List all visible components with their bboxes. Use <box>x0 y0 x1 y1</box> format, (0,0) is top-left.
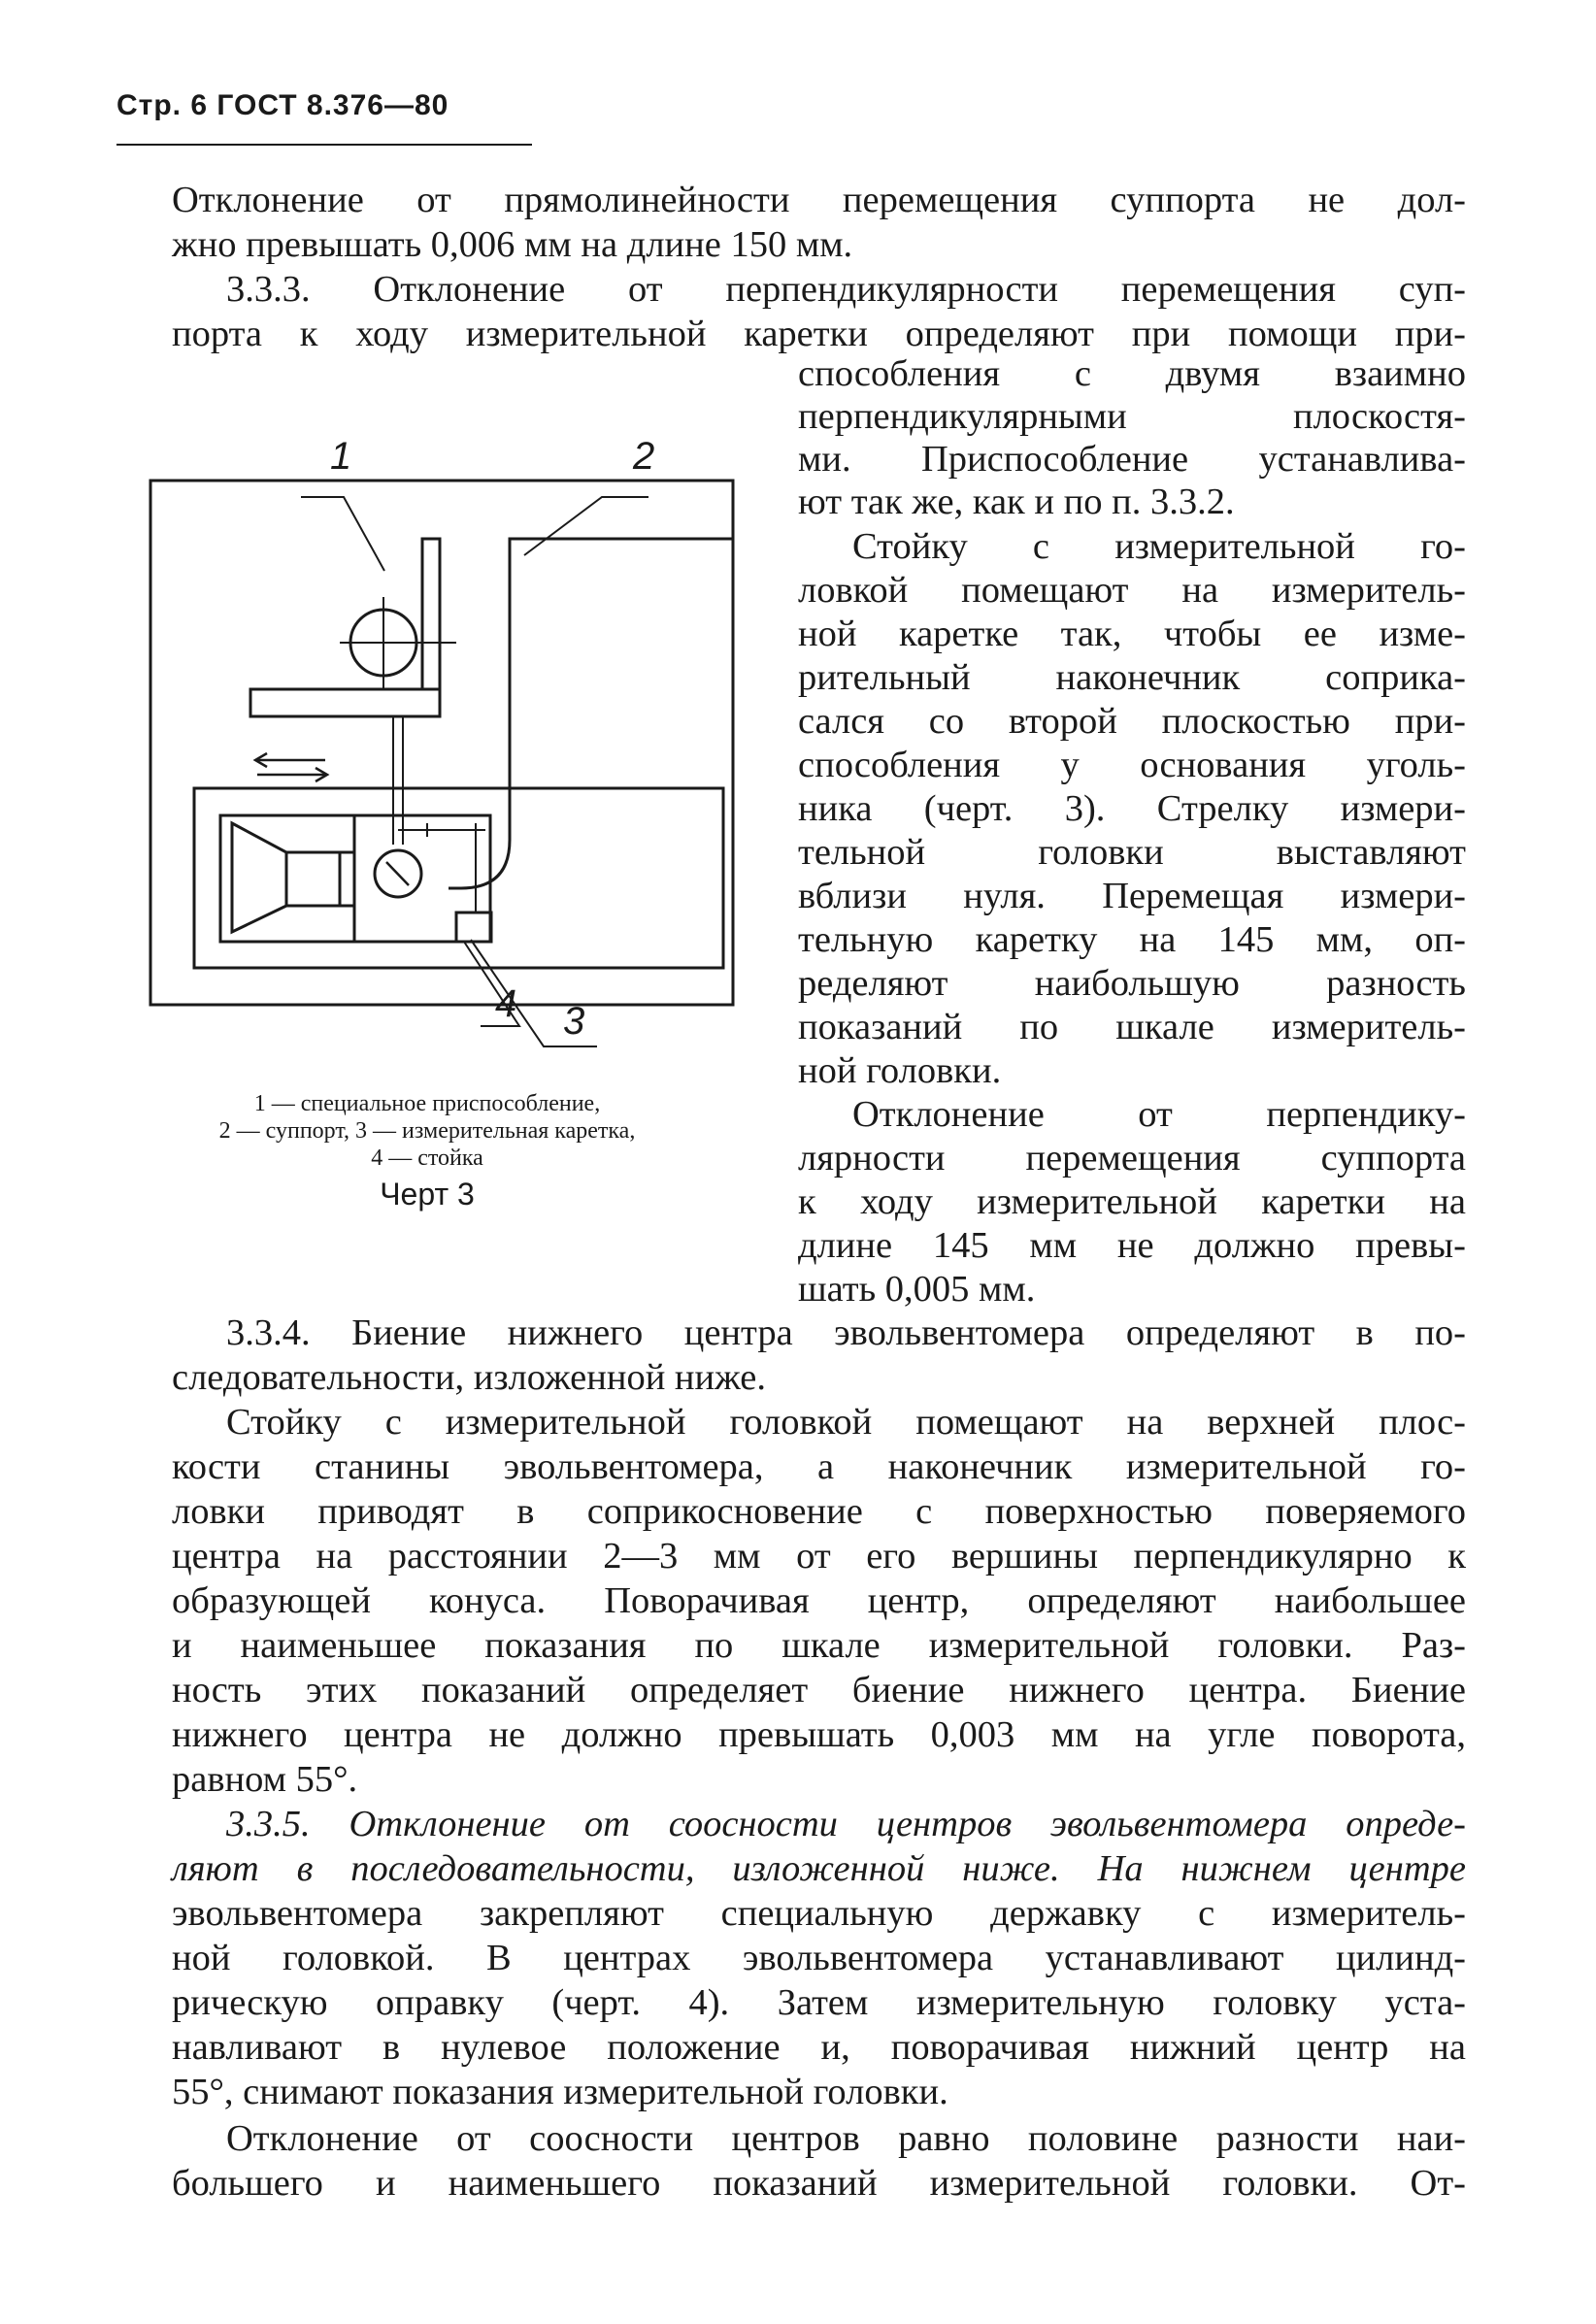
leader-1 <box>301 497 384 571</box>
text-line: рическую оправку (черт. 4). Затем измерительную головку уста- <box>172 1982 1466 2023</box>
technical-drawing <box>136 388 757 1087</box>
stand-block <box>456 913 491 942</box>
text-line: перпендикулярными плоскостя- <box>798 396 1466 437</box>
text-line: вблизи нуля. Перемещая измери- <box>798 876 1466 916</box>
figure-legend <box>146 1090 709 1172</box>
text-line: ной головки. <box>798 1050 1002 1091</box>
legend-line: 2 — суппорт, 3 — измерительная каретка, <box>218 1118 636 1144</box>
text-line: тельную каретку на 145 мм, оп- <box>798 919 1466 960</box>
figure-drawing <box>136 388 757 1087</box>
text-line: рительный наконечник соприка- <box>798 657 1466 698</box>
text-line: 3.3.4. Биение нижнего центра эвольвентомера определяют в по- <box>226 1312 1466 1353</box>
text-line: нижнего центра не должно превышать 0,003 мм на угле поворота, <box>172 1714 1466 1755</box>
legend-line: 4 — стойка <box>371 1145 483 1171</box>
text-line: Отклонение от перпендику- <box>852 1094 1466 1135</box>
text-line: шать 0,005 мм. <box>798 1269 1036 1310</box>
figure-label-1: 1 <box>330 435 352 478</box>
text-line: ной каретке так, чтобы ее изме- <box>798 614 1466 654</box>
text-line: следовательности, изложенной ниже. <box>172 1357 766 1398</box>
text-line: эвольвентомера закрепляют специальную державку с измеритель- <box>172 1893 1466 1934</box>
text-line: Отклонение от соосности центров равно половине разности наи- <box>226 2118 1466 2159</box>
text-line: ника (черт. 3). Стрелку измери- <box>798 788 1466 829</box>
text-line: ловки приводят в соприкосновение с поверхностью поверяемого <box>172 1491 1466 1532</box>
text-line: ют так же, как и по п. 3.3.2. <box>798 481 1235 522</box>
leader-2 <box>524 497 648 555</box>
text-line: навливают в нулевое положение и, поворачивая нижний центр на <box>172 2027 1466 2068</box>
text-line: к ходу измерительной каретки на <box>798 1181 1466 1222</box>
text-line: способления с двумя взаимно <box>798 353 1466 394</box>
text-line: Отклонение от прямолинейности перемещения суппорта не дол- <box>172 180 1466 220</box>
text-line: 3.3.5. Отклонение от соосности центров эвольвентомера опреде- <box>226 1804 1466 1844</box>
page-header: Стр. 6 ГОСТ 8.376—80 <box>116 89 449 121</box>
figure-label-3: 3 <box>563 1000 585 1043</box>
text-line: и наименьшее показания по шкале измерительной головки. Раз- <box>172 1625 1466 1666</box>
text-line: ляют в последовательности, изложенной ниже. На нижнем центре <box>172 1848 1466 1889</box>
figure-label-2: 2 <box>633 435 655 478</box>
text-line: ловкой помещают на измеритель- <box>798 570 1466 611</box>
text-line: ность этих показаний определяет биение нижнего центра. Биение <box>172 1670 1466 1710</box>
header-divider <box>116 144 532 146</box>
text-line: 55°, снимают показания измерительной головки. <box>172 2072 948 2112</box>
text-line: порта к ходу измерительной каретки определяют при помощи при- <box>172 314 1466 354</box>
text-line: способления у основания уголь- <box>798 745 1466 785</box>
text-line: лярности перемещения суппорта <box>798 1138 1466 1179</box>
text-line: ределяют наибольшую разность <box>798 963 1466 1004</box>
text-line: равном 55°. <box>172 1759 358 1800</box>
text-line: жно превышать 0,006 мм на длине 150 мм. <box>172 224 853 265</box>
text-line: длине 145 мм не должно превы- <box>798 1225 1466 1266</box>
legend-line: 1 — специальное приспособление, <box>253 1091 601 1116</box>
text-line: Стойку с измерительной головкой помещают на верхней плос- <box>226 1402 1466 1443</box>
text-line: центра на расстоянии 2—3 мм от его вершины перпендикулярно к <box>172 1536 1466 1577</box>
text-line: Стойку с измерительной го- <box>852 526 1466 567</box>
figure-label-4: 4 <box>495 982 517 1025</box>
text-line: 3.3.3. Отклонение от перпендикулярности перемещения суп- <box>226 269 1466 310</box>
outer-frame <box>150 481 733 1005</box>
text-line: образующей конуса. Поворачивая центр, определяют наибольшее <box>172 1580 1466 1621</box>
text-line: сался со второй плоскостью при- <box>798 701 1466 742</box>
fixture-vertical <box>422 539 440 689</box>
text-line: ной головкой. В центрах эвольвентомера устанавливают цилинд- <box>172 1938 1466 1978</box>
text-line: кости станины эвольвентомера, а наконечник измерительной го- <box>172 1446 1466 1487</box>
text-line: показаний по шкале измеритель- <box>798 1007 1466 1047</box>
fixture-base <box>250 689 440 716</box>
figure-caption: Черт 3 <box>380 1177 475 1212</box>
text-line: ми. Приспособление устанавлива- <box>798 439 1466 480</box>
text-line: большего и наименьшего показаний измерительной головки. От- <box>172 2163 1466 2204</box>
text-line: тельной головки выставляют <box>798 832 1466 873</box>
